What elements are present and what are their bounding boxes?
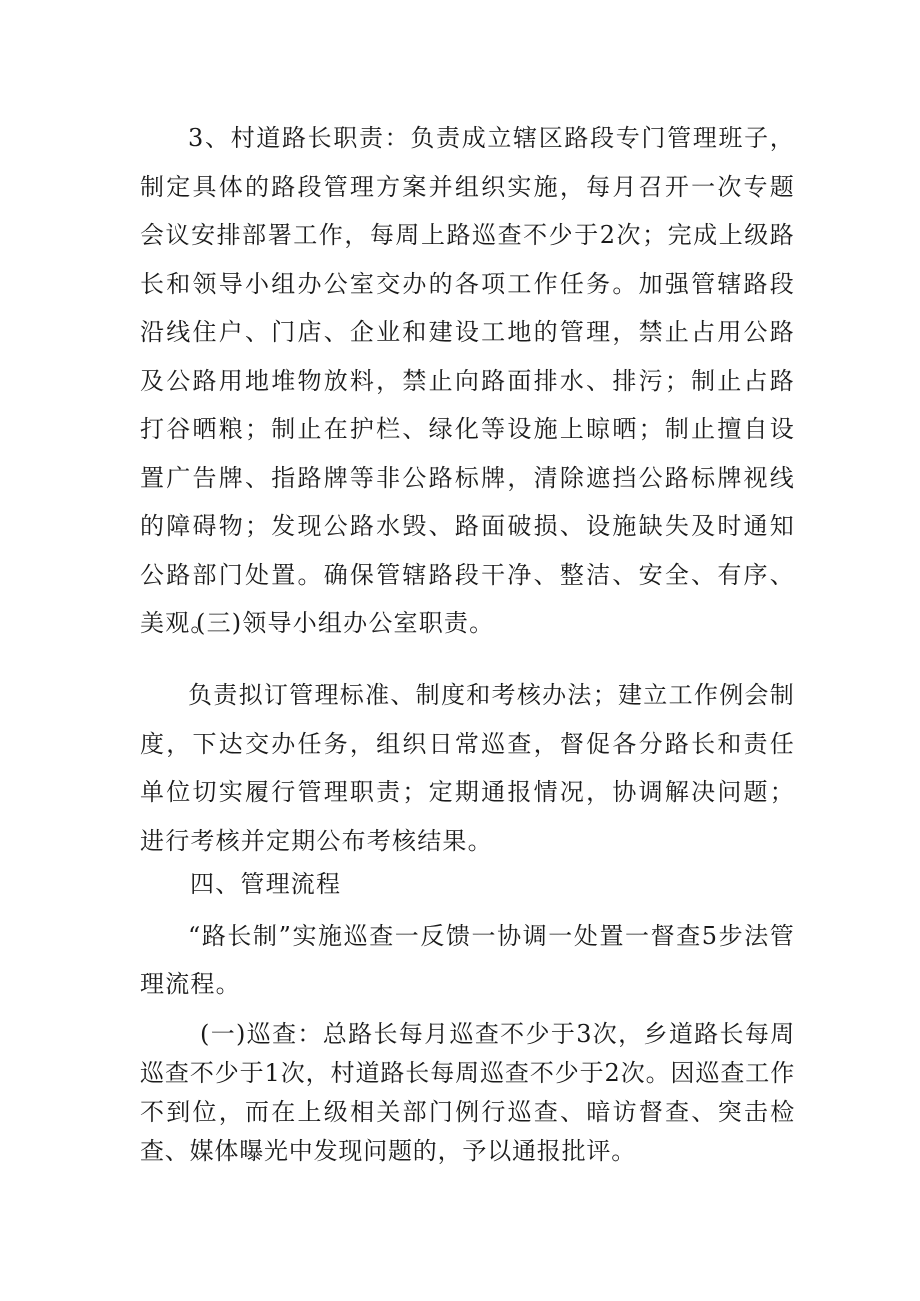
five-step-process-paragraph: “路长制”实施巡查一反馈一协调一处置一督查5步法管理流程。 — [140, 922, 795, 998]
management-process-heading: 四、管理流程 — [190, 870, 342, 898]
patrol-paragraph: (一)巡查：总路长每月巡查不少于3次，乡道路长每周巡查不少于1次，村道路长每周巡查不少于2次。因巡查工作不到位，而在上级相关部门例行巡查、暗访督查、突击检查、媒体曝光中发现问题的，予以通报批评。 — [140, 1020, 795, 1165]
village-road-chief-duties-paragraph: 3、村道路长职责：负责成立辖区路段专门管理班子，制定具体的路段管理方案并组织实施，每月召开一次专题会议安排部署工作，每周上路巡查不少于2次；完成上级路长和领导小组办公室交办的各项工作任务。加强管辖路段沿线住户、门店、企业和建设工地的管理，禁止占用公路及公路用地堆物放料，禁止向路面排水、排污；制止占路打谷晒粮；制止在护栏、绿化等设施上晾晒；制止擅自设置广告牌、指路牌等非公路标牌，清除遮挡公路标牌视线的障碍物；发现公路水毁、路面破损、设施缺失及时通知公路部门处置。确保管辖路段干净、整洁、安全、有序、美观。 — [140, 124, 795, 637]
office-duties-paragraph: 负责拟订管理标准、制度和考核办法；建立工作例会制度，下达交办任务，组织日常巡查，督促各分路长和责任单位切实履行管理职责；定期通报情况，协调解决问题；进行考核并定期公布考核结果。 — [140, 681, 795, 855]
office-duties-heading: (三)领导小组办公室职责。 — [196, 609, 495, 637]
